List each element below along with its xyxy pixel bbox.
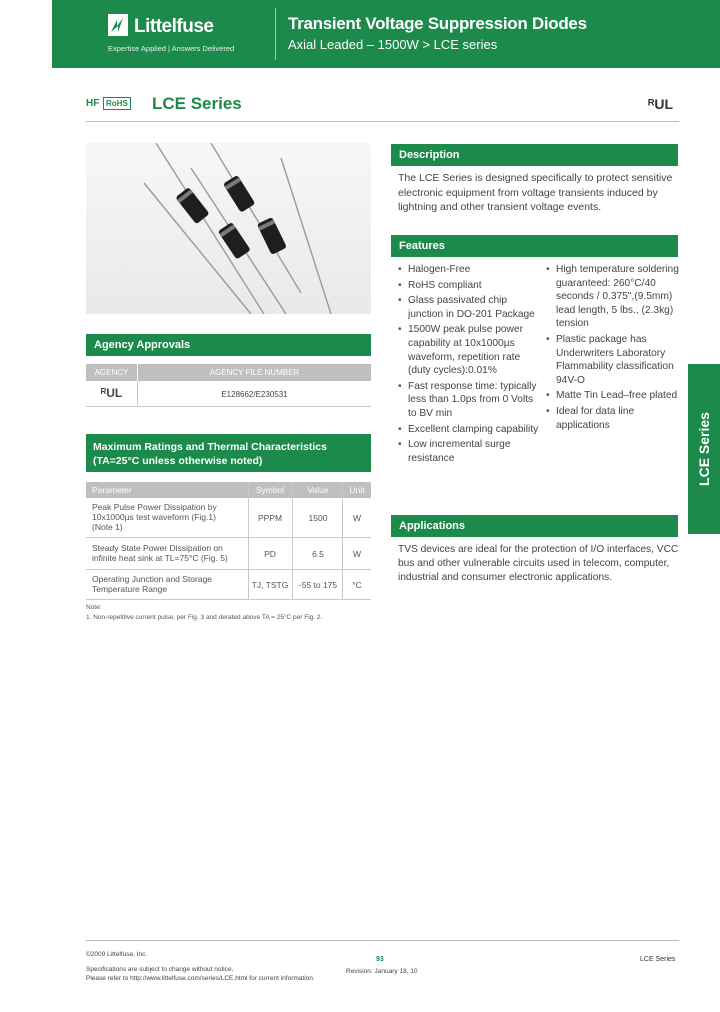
max-ratings-title: Maximum Ratings and Thermal Characteristics [93,441,327,453]
halogen-free-badge: HF [86,98,100,109]
footer-series-name: LCE Series [640,956,676,963]
diode-illustration-icon [86,143,371,314]
param-line: Peak Pulse Power Dissipation by [92,502,217,512]
brand-tagline: Expertise Applied | Answers Delivered [108,44,235,53]
unit-cell: °C [352,580,362,590]
symbol-cell: PD [264,549,276,559]
param-cell [92,543,228,563]
unit-cell: W [352,549,362,559]
list-item: • Glass passivated chip junction in DO-201 Package [398,294,540,321]
list-item: • Halogen-Free [398,263,540,277]
list-item: • High temperature soldering guaranteed: 260°C/40 seconds / 0.375",(9.5mm) lead length, 5 lbs., (2.3kg) tension [546,263,680,331]
table-row [86,538,371,570]
column-divider [342,482,343,600]
footer-spec-notice: Specifications are subject to change without notice. [86,966,234,973]
page-header [52,0,720,68]
list-item: • Excellent clamping capability [398,423,540,437]
series-side-tab [688,364,720,534]
series-title: LCE Series [152,94,242,113]
agency-col-header: AGENCY [86,364,138,381]
header-divider [275,8,276,60]
note-text: 1. Non-repetitive current pulse, per Fig. 3 and derated above TA = 25°C per Fig. 2. [86,614,323,621]
title-divider [86,121,679,122]
param-cell [92,502,217,532]
table-row [86,498,371,538]
file-number-col-header: AGENCY FILE NUMBER [209,368,300,377]
ul-agency-icon: ᴿUL [86,381,138,407]
revision-date: Revision: January 18, 10 [346,968,418,975]
description-heading: Description [391,144,678,166]
agency-table-header [86,364,371,381]
column-divider [248,482,249,600]
param-line: infinite heat sink at TL=75°C (Fig. 5) [92,553,228,563]
agency-table-row [86,381,371,407]
brand-name: Littelfuse [134,16,214,37]
header-breadcrumb: Axial Leaded – 1500W > LCE series [288,37,498,52]
symbol-cell: PPPM [257,513,283,523]
list-item: • Matte Tin Lead–free plated [546,389,680,403]
symbol-cell: TJ, TSTG [251,580,289,590]
param-line: (Note 1) [92,522,123,532]
rohs-badge: RoHS [103,97,131,110]
param-line: 10x1000µs test waveform (Fig.1) [92,512,216,522]
list-item: • Fast response time: typically less than 1.0ps from 0 Volts to BV min [398,380,540,421]
param-line: Operating Junction and Storage [92,574,213,584]
note-label: Note: [86,604,102,611]
list-item: • 1500W peak pulse power capability at 10x1000µs waveform, repetition rate (duty cycles):0.01% [398,323,540,377]
param-col-header: Parameter [92,485,132,495]
value-cell: -55 to 175 [298,580,338,590]
ul-recognized-icon: ᴿUL [648,96,674,112]
value-cell: 6.5 [312,549,324,559]
page-number: 93 [376,956,384,963]
param-cell [92,574,212,594]
unit-cell: W [352,513,362,523]
list-item: • Ideal for data line applications [546,405,680,432]
features-heading: Features [391,235,678,257]
max-ratings-table-header [86,482,371,498]
symbol-col-header: Symbol [255,485,285,495]
column-divider [292,482,293,600]
agency-file-number: E128662/E230531 [221,390,288,399]
table-row [86,570,371,600]
applications-heading: Applications [391,515,678,537]
value-cell: 1500 [308,513,328,523]
footer-copyright: ©2009 Littelfuse, Inc. [86,951,148,958]
header-title: Transient Voltage Suppression Diodes [288,14,587,33]
list-item: • Low incremental surge resistance [398,438,540,465]
max-ratings-heading [86,434,371,472]
features-list-right [546,263,680,434]
applications-text: TVS devices are ideal for the protection of I/O interfaces, VCC bus and other vulnerable circuits used in telecom, computer, industrial and consumer electronic applications. [398,544,679,584]
list-item: • Plastic package has Underwriters Laboratory Flammability classification 94V-O [546,333,680,387]
littelfuse-logo-icon [108,14,128,36]
param-line: Steady State Power Dissipation on [92,543,223,553]
list-item: • RoHS compliant [398,279,540,293]
side-tab-label: LCE Series [696,412,712,486]
product-photo [86,143,371,314]
value-col-header: Value [307,485,329,495]
param-line: Temperature Range [92,584,168,594]
footer-divider [86,940,679,941]
features-list-left [398,263,540,467]
description-text: The LCE Series is designed specifically to protect sensitive electronic equipment from voltage transients induced by lightning and other transient voltage events. [398,172,673,213]
max-ratings-condition: (TA=25°C unless otherwise noted) [93,455,263,467]
footer-info-link[interactable]: Please refer to http://www.littelfuse.com/series/LCE.html for current information. [86,975,315,982]
unit-col-header: Unit [349,485,365,495]
agency-approvals-heading: Agency Approvals [86,334,371,356]
